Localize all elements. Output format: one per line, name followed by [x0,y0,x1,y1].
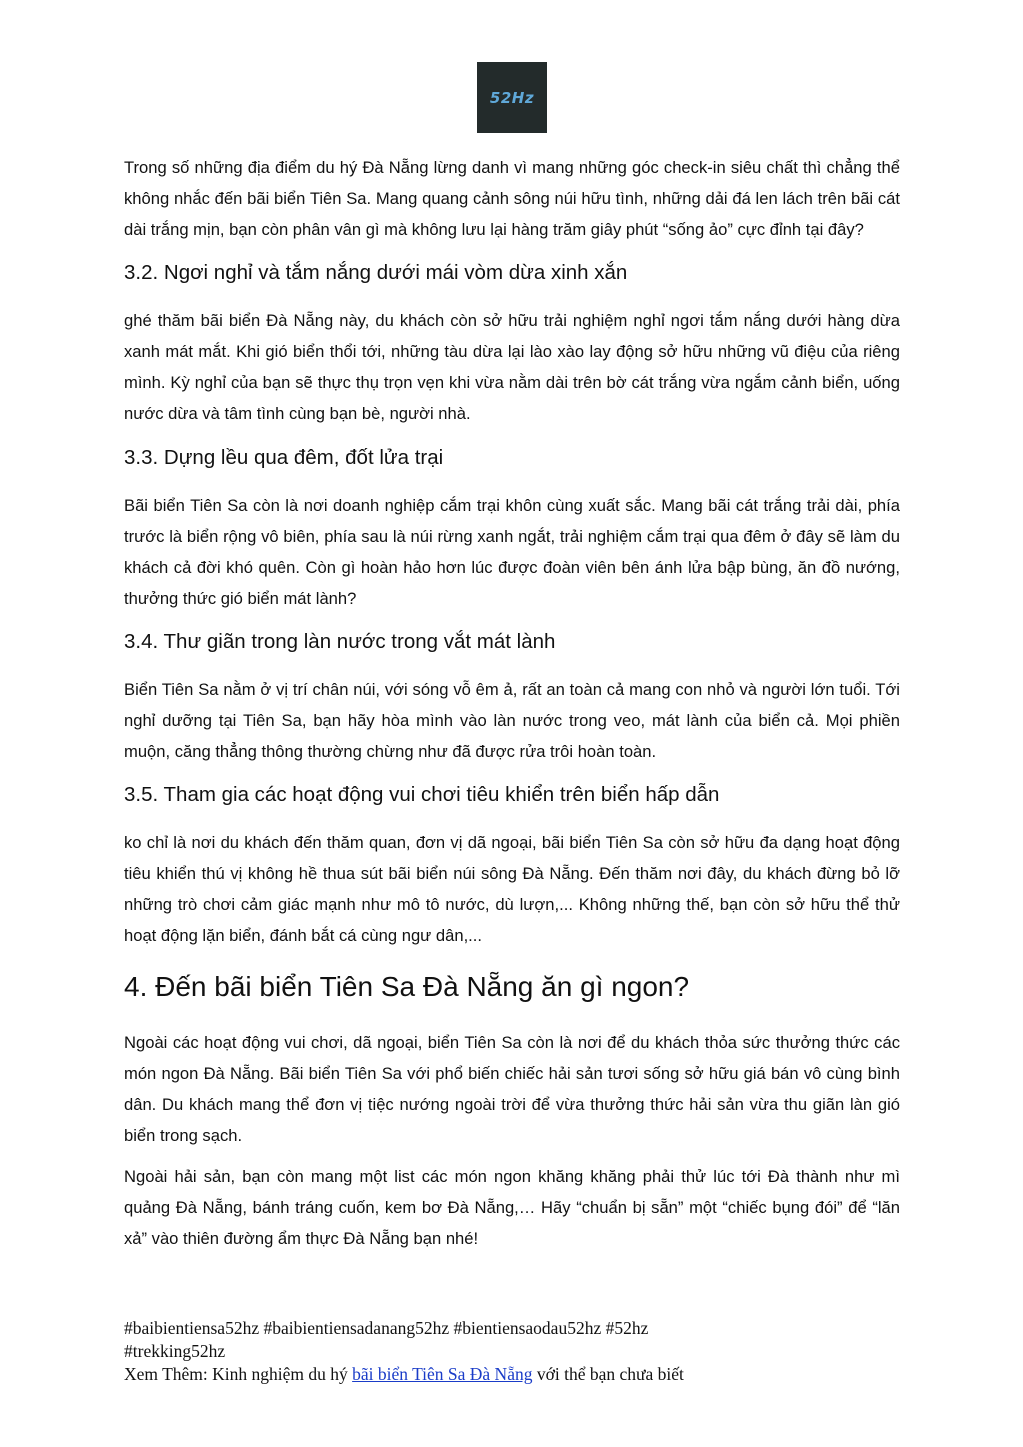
section-body-3-2: ghé thăm bãi biển Đà Nẵng này, du khách còn sở hữu trải nghiệm nghỉ ngơi tắm nắng dưới hàng dừa xanh mát mắt. Khi gió biển thổi tới, những tàu dừa lại lào xào lay động sở hữu những vũ điệu của riêng mình. Kỳ nghỉ của bạn sẽ thực thụ trọn vẹn khi vừa nằm dài trên bờ cát trắng vừa ngắm cảnh biển, uống nước dừa và tâm tình cùng bạn bè, người nhà. [124,311,900,423]
section-heading-3-3: 3.3. Dựng lều qua đêm, đốt lửa trại [124,446,444,469]
section-heading-3-5: 3.5. Tham gia các hoạt động vui chơi tiêu khiển trên biển hấp dẫn [124,783,720,806]
section-body-3-3: Bãi biển Tiên Sa còn là nơi doanh nghiệp cắm trại khôn cùng xuất sắc. Mang bãi cát trắng trải dài, phía trước là biển rộng vô biên, phía sau là núi rừng xanh ngắt, trải nghiệm cắm trại qua đêm ở đây sẽ làm du khách cả đời khó quên. Còn gì hoàn hảo hơn lúc được đoàn viên bên ánh lửa bập bùng, ăn đồ nướng, thưởng thức gió biển mát lành? [124,496,900,608]
see-more-link[interactable]: bãi biển Tiên Sa Đà Nẵng [352,1364,533,1384]
section-body-3-4: Biển Tiên Sa nằm ở vị trí chân núi, với sóng vỗ êm ả, rất an toàn cả mang con nhỏ và người lớn tuổi. Tới nghỉ dưỡng tại Tiên Sa, bạn hãy hòa mình vào làn nước trong veo, mát lành của biển cả. Mọi phiền muộn, căng thẳng thông thường chừng như đã được rửa trôi hoàn toàn. [124,680,900,761]
see-more-line [124,1363,904,1386]
see-more-suffix: với thể bạn chưa biết [532,1364,684,1384]
logo [477,62,547,133]
section-heading-3-2: 3.2. Ngơi nghỉ và tắm nắng dưới mái vòm dừa xinh xắn [124,261,628,284]
section-body-3-5: ko chỉ là nơi du khách đến thăm quan, đơn vị dã ngoại, bãi biển Tiên Sa còn sở hữu đa dạng hoạt động tiêu khiển thú vị không hề thua sút bãi biển núi sông Đà Nẵng. Đến thăm nơi đây, du khách đừng bỏ lỡ những trò chơi cảm giác mạnh như mô tô nước, dù lượn,... Không những thế, bạn còn sở hữu thể thử hoạt động lặn biển, đánh bắt cá cùng ngư dân,... [124,833,900,945]
section-heading-3-4: 3.4. Thư giãn trong làn nước trong vắt mát lành [124,630,556,653]
article-body [124,152,900,1254]
hashtags-line-1: #baibientiensa52hz #baibientiensadanang52hz #bientiensaodau52hz #52hz [124,1318,649,1338]
logo-text: 52Hz [489,88,535,107]
intro-paragraph: Trong số những địa điểm du hý Đà Nẵng lừng danh vì mang những góc check-in siêu chất thì chẳng thể không nhắc đến bãi biển Tiên Sa. Mang quang cảnh sông núi hữu tình, những dải đá len lách trên bãi cát dài trắng mịn, bạn còn phân vân gì mà không lưu lại hàng trăm giây phút “sống ảo” cực đỉnh tại đây? [124,158,900,239]
section-heading-4: 4. Đến bãi biển Tiên Sa Đà Nẵng ăn gì ngon? [124,971,690,1002]
section-4-paragraph-2: Ngoài hải sản, bạn còn mang một list các món ngon khăng khăng phải thử lúc tới Đà thành như mì quảng Đà Nẵng, bánh tráng cuốn, kem bơ Đà Nẵng,… Hãy “chuẩn bị sẵn” một “chiếc bụng đói” để “lăn xả” vào thiên đường ẩm thực Đà Nẵng bạn nhé! [124,1167,900,1248]
see-more-prefix: Xem Thêm: Kinh nghiệm du hý [124,1364,353,1384]
hashtags-line-2: #trekking52hz [124,1341,226,1361]
footer [124,1317,904,1386]
section-4-paragraph-1: Ngoài các hoạt động vui chơi, dã ngoại, biển Tiên Sa còn là nơi để du khách thỏa sức thưởng thức các món ngon Đà Nẵng. Bãi biển Tiên Sa với phổ biến chiếc hải sản tươi sống sở hữu giá bán vô cùng bình dân. Du khách mang thể đơn vị tiệc nướng ngoài trời để vừa thưởng thức hải sản vừa thu giãn làn gió biển trong sạch. [124,1033,900,1145]
